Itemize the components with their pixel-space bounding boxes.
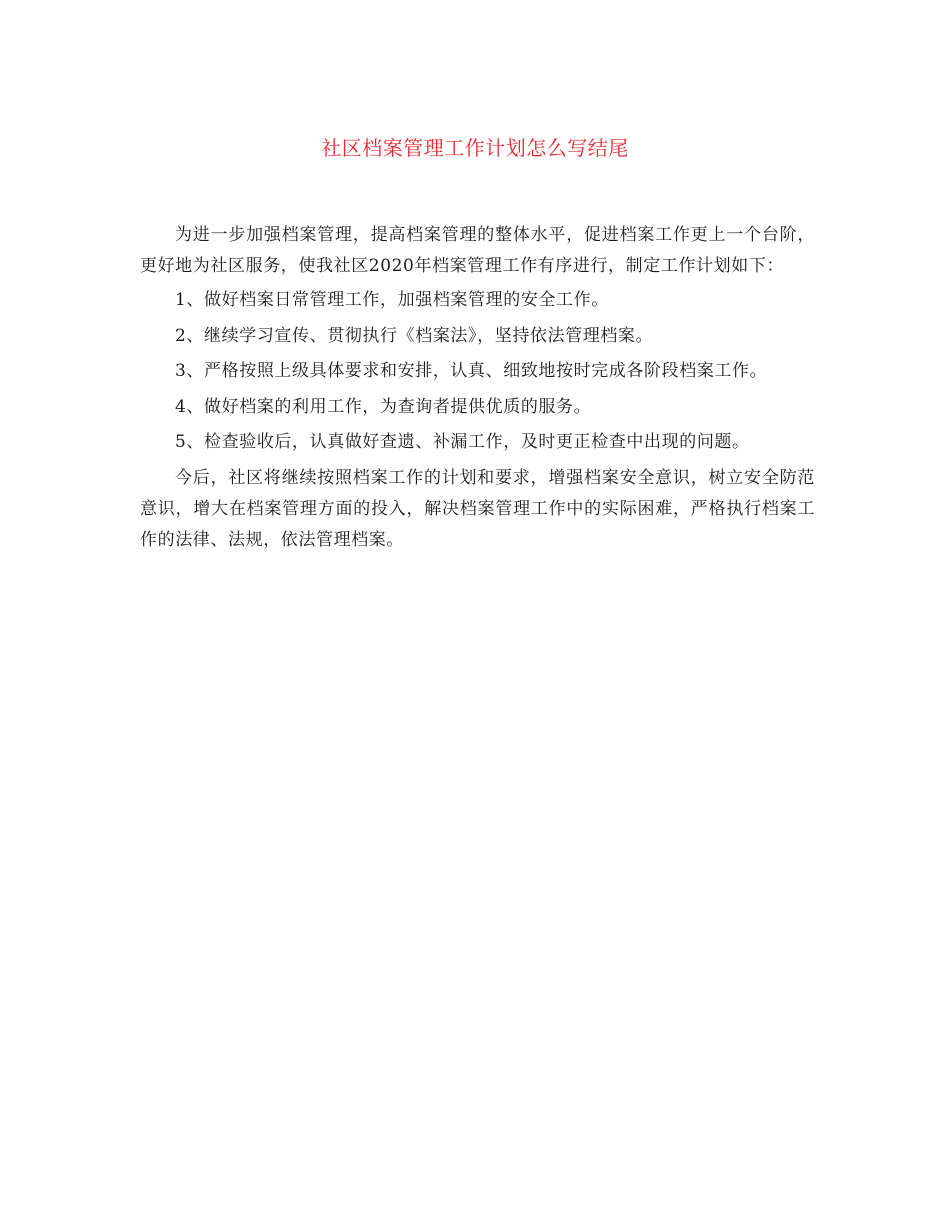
- list-item: 5、检查验收后，认真做好查遗、补漏工作，及时更正检查中出现的问题。: [175, 432, 750, 452]
- conclusion-paragraph: 今后，社区将继续按照档案工作的计划和要求，增强档案安全意识，树立安全防范意识，增大在档案管理方面的投入，解决档案管理工作中的实际困难，严格执行档案工作的法律、法规，依法管理档案。: [140, 467, 815, 550]
- list-item: 3、严格按照上级具体要求和安排，认真、细致地按时完成各阶段档案工作。: [175, 361, 768, 381]
- document-body: [140, 220, 815, 559]
- intro-paragraph: 为进一步加强档案管理，提高档案管理的整体水平，促进档案工作更上一个台阶，更好地为社区服务，使我社区2020年档案管理工作有序进行，制定工作计划如下：: [140, 225, 815, 276]
- list-item: 2、继续学习宣传、贯彻执行《档案法》，坚持依法管理档案。: [175, 325, 654, 346]
- document-title: 社区档案管理工作计划怎么写结尾: [321, 136, 629, 160]
- list-item: 4、做好档案的利用工作，为查询者提供优质的服务。: [175, 396, 592, 417]
- list-item: 1、做好档案日常管理工作，加强档案管理的安全工作。: [175, 290, 609, 310]
